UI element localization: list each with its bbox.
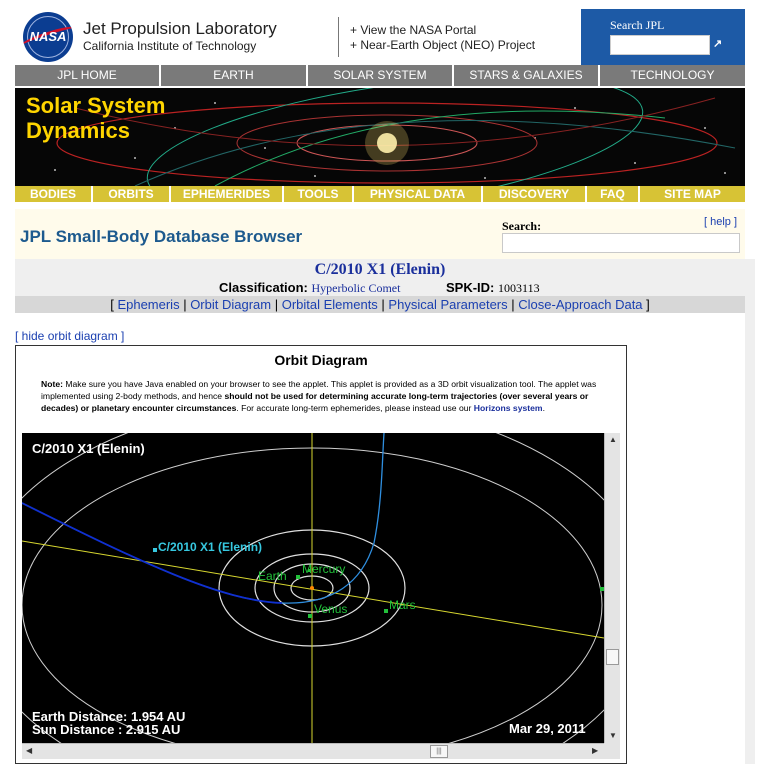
sun-marker — [310, 586, 314, 590]
planet-label-mercury: Mercury — [302, 562, 346, 576]
nav-jpl-home[interactable]: JPL HOME — [15, 65, 161, 86]
nav-orbits[interactable]: ORBITS — [93, 186, 171, 202]
search-input[interactable] — [502, 233, 740, 253]
planet-label-earth: Earth — [258, 569, 287, 583]
physical-parameters-link[interactable]: Physical Parameters — [388, 297, 508, 312]
comet-label: C/2010 X1 (Elenin) — [158, 540, 263, 554]
banner-title-line2[interactable]: Dynamics — [26, 118, 130, 143]
applet-object-label: C/2010 X1 (Elenin) — [32, 441, 145, 456]
lab-name[interactable]: Jet Propulsion Laboratory — [83, 19, 277, 38]
site-header — [15, 9, 745, 65]
note-text-2: . For accurate long-term ephemerides, please instead use our — [236, 403, 472, 413]
institute-name[interactable]: California Institute of Technology — [83, 39, 257, 53]
close-approach-link[interactable]: Close-Approach Data — [518, 297, 643, 312]
planet-label-venus: Venus — [314, 602, 348, 616]
search-go-arrow-icon[interactable]: ↗ — [713, 38, 723, 50]
horizontal-scroll-thumb[interactable]: ||| — [430, 745, 448, 758]
hide-orbit-diagram-link[interactable]: [ hide orbit diagram ] — [15, 329, 125, 343]
page-title: JPL Small-Body Database Browser — [20, 227, 303, 246]
search-jpl-box — [581, 9, 745, 65]
comet-marker — [153, 548, 157, 552]
mars-marker — [384, 609, 388, 613]
spk-value: 1003113 — [498, 281, 540, 295]
vertical-scrollbar[interactable] — [604, 433, 620, 743]
nav-technology[interactable]: TECHNOLOGY — [630, 68, 715, 82]
orbit-applet[interactable] — [22, 433, 620, 759]
scroll-up-icon[interactable]: ▲ — [609, 435, 617, 444]
scroll-left-icon[interactable]: ◀ — [26, 746, 33, 755]
search-label: Search: — [502, 219, 542, 233]
classification-label: Classification: — [219, 280, 308, 295]
sun-distance: Sun Distance : 2.915 AU — [32, 722, 181, 737]
horizontal-scrollbar[interactable] — [22, 743, 604, 759]
orbit-diagram-link[interactable]: Orbit Diagram — [190, 297, 272, 312]
scroll-right-icon[interactable]: ▶ — [592, 746, 599, 755]
banner-title-line1[interactable]: Solar System — [26, 93, 166, 118]
nav-bodies[interactable]: BODIES — [15, 186, 93, 202]
logo-text: NASA — [29, 29, 67, 44]
nav-site-map[interactable]: SITE MAP — [664, 187, 721, 201]
header-divider — [338, 17, 339, 57]
ssd-banner — [15, 88, 745, 186]
sbdb-header — [15, 209, 745, 259]
nav-tools[interactable]: TOOLS — [284, 186, 354, 202]
orbit-diagram-panel — [15, 345, 627, 764]
nav-earth[interactable]: EARTH — [161, 65, 308, 86]
earth-marker — [296, 575, 300, 579]
help-link[interactable]: [ help ] — [704, 216, 738, 228]
nav-discovery[interactable]: DISCOVERY — [483, 186, 587, 202]
scroll-down-icon[interactable]: ▼ — [609, 731, 617, 740]
scrollbar-corner — [604, 743, 620, 759]
neo-project-link[interactable]: + Near-Earth Object (NEO) Project — [350, 38, 536, 52]
note-end: . — [542, 403, 545, 413]
horizons-link[interactable]: Horizons system — [473, 403, 543, 413]
nav-solar-system[interactable]: SOLAR SYSTEM — [308, 65, 454, 86]
spk-label: SPK-ID: — [446, 280, 495, 295]
nav-faq[interactable]: FAQ — [587, 186, 640, 202]
note-warning: should not be used for determining accurate long-term trajectories (over several years or decades) or planetary encounter circumstances — [41, 391, 589, 413]
ephemeris-link[interactable]: Ephemeris — [117, 297, 180, 312]
orbital-elements-link[interactable]: Orbital Elements — [281, 297, 378, 312]
object-name: C/2010 X1 (Elenin) — [314, 261, 446, 278]
main-nav — [15, 65, 745, 86]
planet-label-mars: Mars — [389, 598, 416, 612]
nav-physical-data[interactable]: PHYSICAL DATA — [354, 186, 483, 202]
vertical-scroll-thumb[interactable] — [606, 649, 619, 665]
nav-stars-galaxies[interactable]: STARS & GALAXIES — [454, 65, 600, 86]
classification-value[interactable]: Hyperbolic Comet — [311, 281, 401, 295]
applet-date: Mar 29, 2011 — [509, 721, 586, 736]
spk-row — [446, 280, 540, 296]
nasa-logo[interactable] — [23, 12, 73, 62]
section-links: [ Ephemeris | Orbit Diagram | Orbital Elements | Physical Parameters | Close-Approach Data ] — [15, 296, 745, 313]
java-note — [41, 378, 601, 414]
classification-row — [219, 280, 400, 296]
venus-marker — [308, 614, 312, 618]
earth-distance: Earth Distance: 1.954 AU — [32, 709, 186, 724]
note-label: Note: — [41, 379, 63, 389]
ssd-nav — [15, 186, 745, 202]
orbit-canvas[interactable] — [22, 433, 604, 743]
nav-ephemerides[interactable]: EPHEMERIDES — [171, 186, 284, 202]
orbit-diagram-title: Orbit Diagram — [274, 352, 368, 368]
nasa-portal-link[interactable]: + View the NASA Portal — [350, 23, 477, 37]
right-gutter — [745, 259, 755, 764]
object-info — [15, 259, 755, 313]
search-jpl-input[interactable] — [610, 35, 710, 55]
note-text-1: Make sure you have Java enabled on your browser to see the applet. This applet is provided as a 3D orbit visualization tool. The applet was implemented using 2-body methods, and hence — [41, 379, 597, 401]
search-jpl-label: Search JPL — [610, 18, 665, 32]
